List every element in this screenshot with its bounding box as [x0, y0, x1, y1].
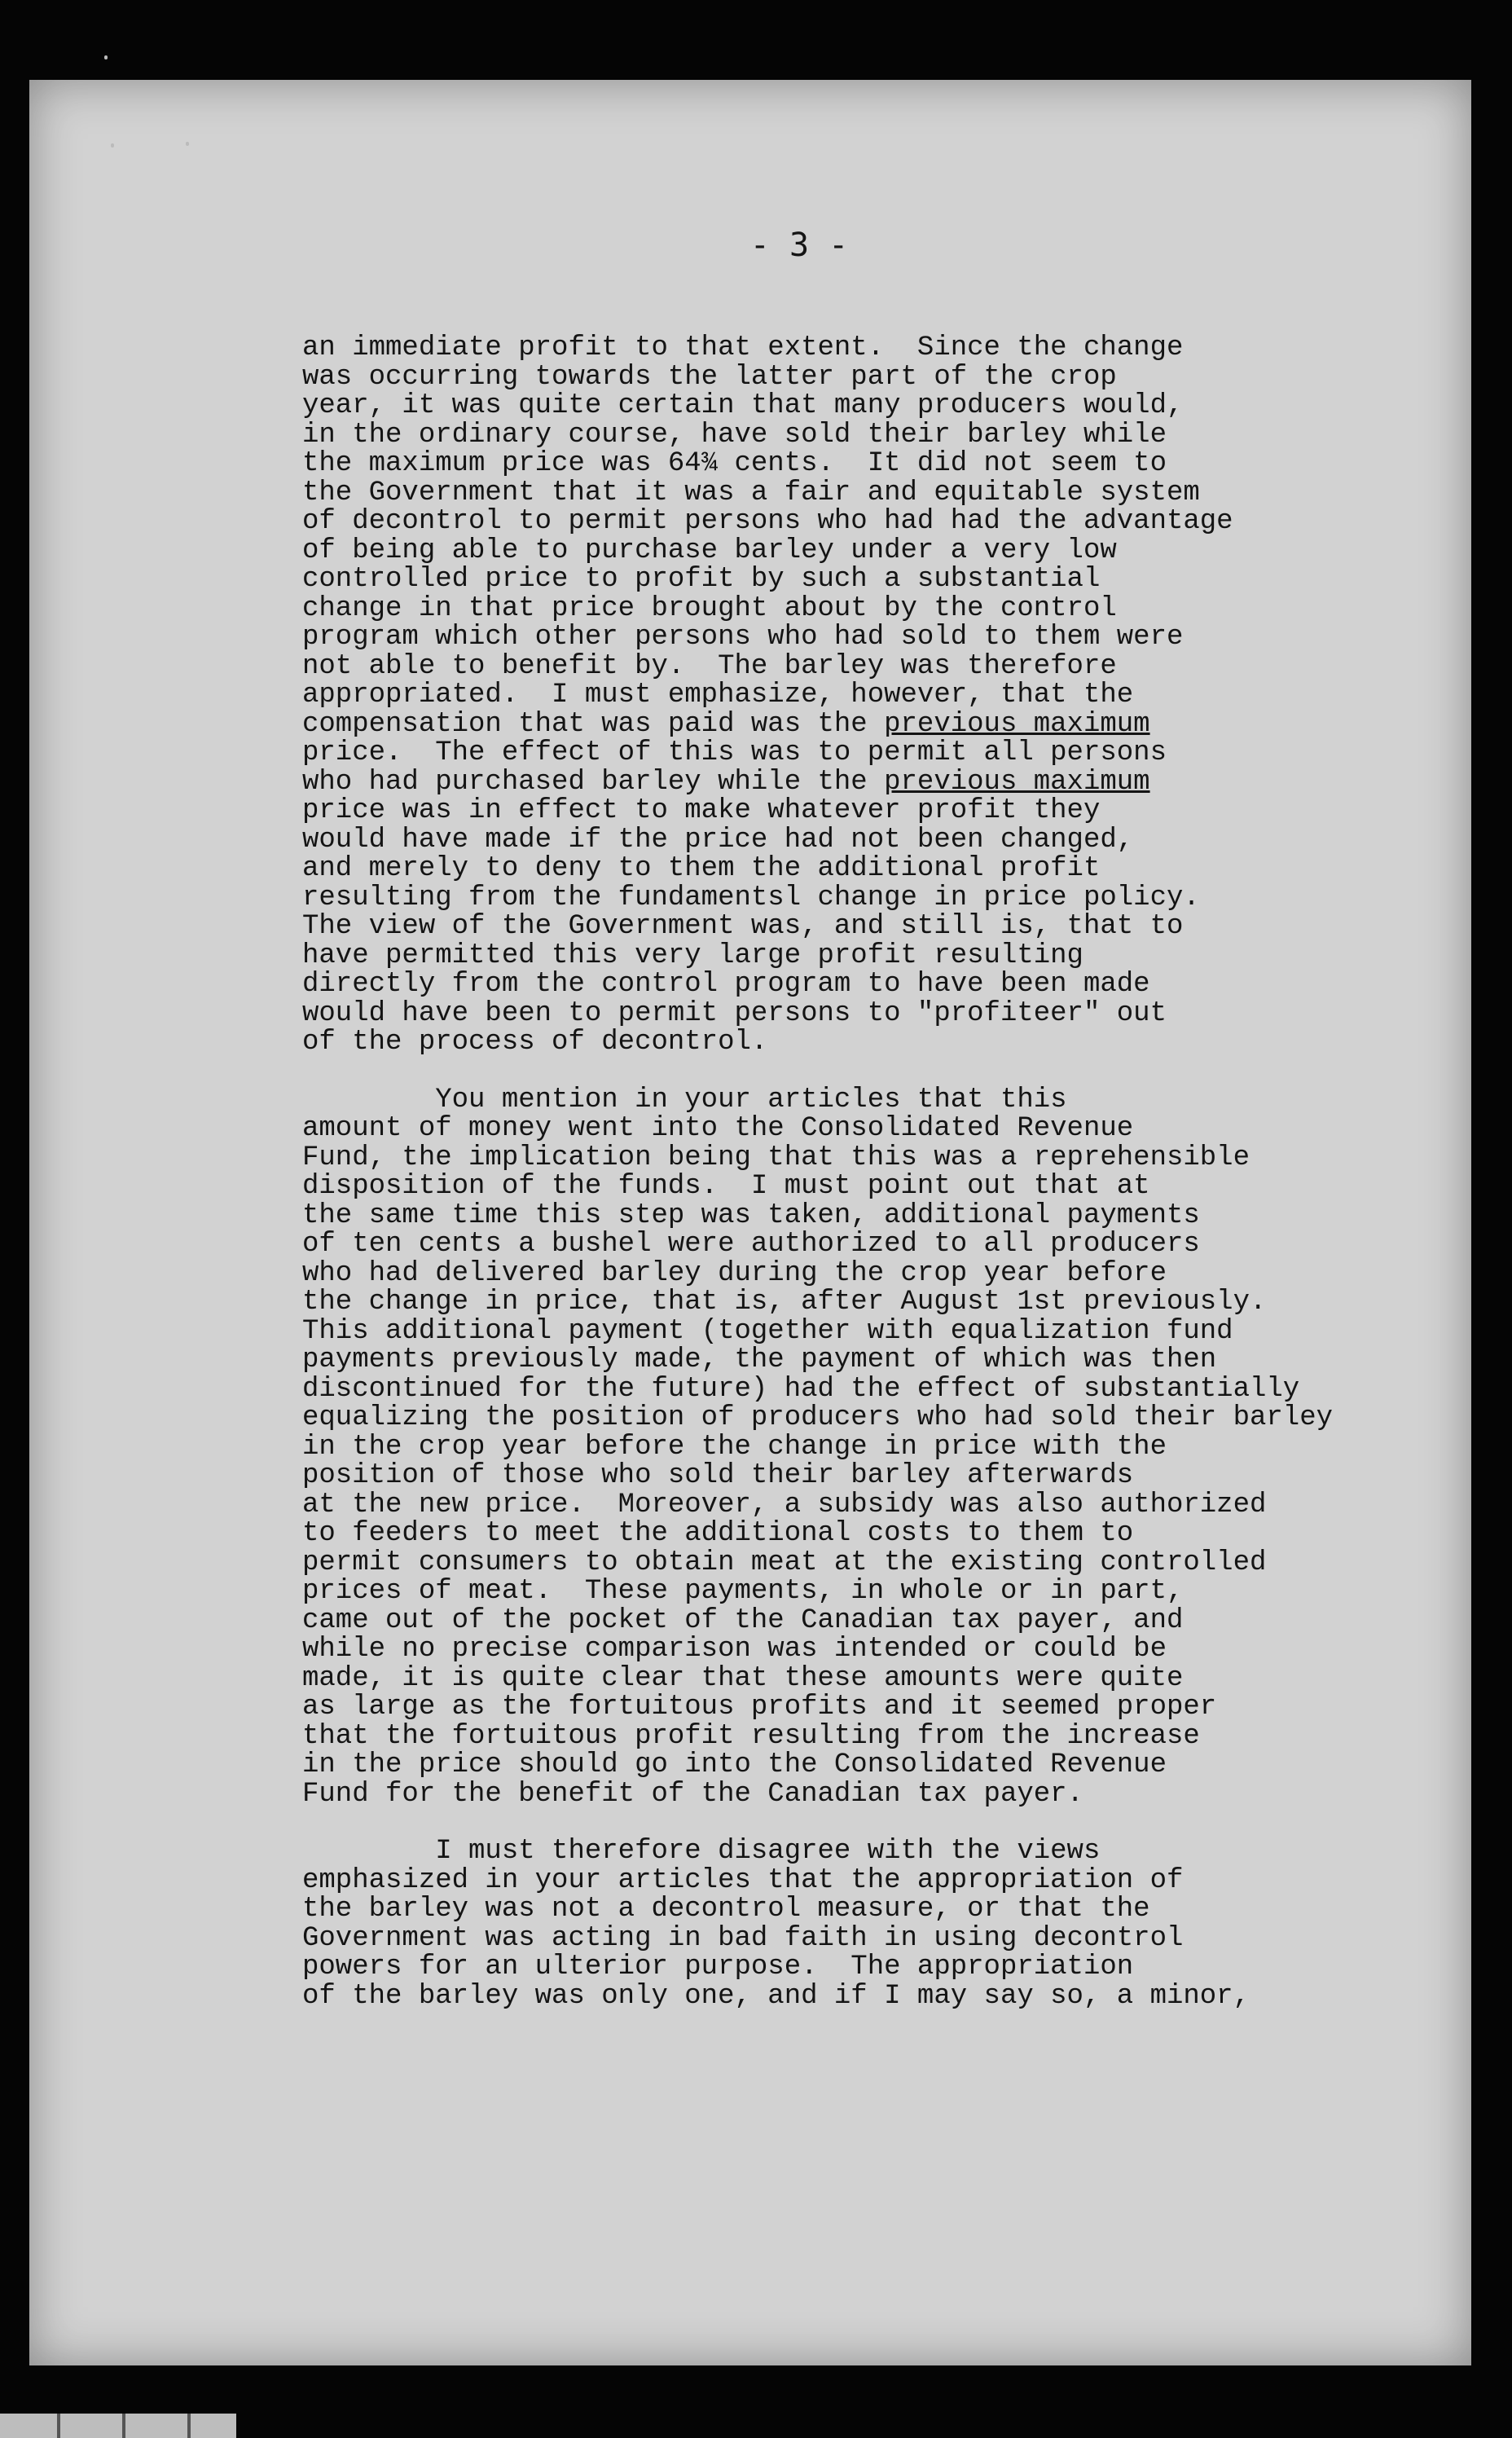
text-line: was occurring towards the latter part of the crop — [302, 361, 1117, 393]
text-line: compensation that was paid was the previous maximum — [302, 708, 1150, 740]
text-line: the Government that it was a fair and equitable system — [302, 477, 1200, 508]
text-line: in the ordinary course, have sold their barley while — [302, 419, 1167, 451]
text-line: Fund, the implication being that this was a reprehensible — [302, 1142, 1250, 1173]
paragraph-gap — [302, 1058, 1459, 1086]
text-line: change in that price brought about by the control — [302, 592, 1117, 624]
text-line: as large as the fortuitous profits and it seemed proper — [302, 1692, 1217, 1723]
text-line: that the fortuitous profit resulting from the increase — [302, 1720, 1200, 1752]
film-edge-tab — [0, 2414, 236, 2438]
letter-body — [302, 334, 1459, 2011]
text-line: to feeders to meet the additional costs to them to — [302, 1518, 1134, 1549]
text-line: an immediate profit to that extent. Since the change — [302, 332, 1184, 363]
text-line: resulting from the fundamentsl change in price policy. — [302, 882, 1200, 913]
text-line: of ten cents a bushel were authorized to all producers — [302, 1229, 1200, 1260]
paragraph — [302, 334, 1459, 1058]
text-line: disposition of the funds. I must point out that at — [302, 1171, 1150, 1202]
text-line: the maximum price was 64¾ cents. It did not seem to — [302, 448, 1167, 479]
text-line: prices of meat. These payments, in whole or in part, — [302, 1576, 1184, 1607]
text-line: directly from the control program to have been made — [302, 969, 1150, 1000]
text-line: who had delivered barley during the crop year before — [302, 1257, 1167, 1289]
paragraphs — [302, 334, 1459, 2011]
film-speck — [111, 143, 114, 147]
text-line: not able to benefit by. The barley was therefore — [302, 650, 1117, 682]
paragraph — [302, 1086, 1459, 1810]
paragraph-gap — [302, 1809, 1459, 1837]
text-line: at the new price. Moreover, a subsidy was also authorized — [302, 1489, 1267, 1520]
text-line: position of those who sold their barley afterwards — [302, 1460, 1134, 1491]
document-page — [29, 80, 1471, 2365]
text-line: the same time this step was taken, additional payments — [302, 1199, 1200, 1231]
text-line: price was in effect to make whatever profit they — [302, 795, 1101, 826]
text-line: in the crop year before the change in price with the — [302, 1431, 1167, 1463]
text-line: of the process of decontrol. — [302, 1027, 768, 1058]
page-number: - 3 - — [749, 227, 849, 264]
text-line: Government was acting in bad faith in using decontrol — [302, 1922, 1184, 1954]
text-line: the barley was not a decontrol measure, or that the — [302, 1894, 1150, 1925]
text-line: of being able to purchase barley under a very low — [302, 535, 1117, 566]
text-line: I must therefore disagree with the views — [302, 1836, 1101, 1867]
text-line: made, it is quite clear that these amounts were quite — [302, 1662, 1184, 1694]
text-line: have permitted this very large profit resulting — [302, 940, 1083, 971]
text-line: program which other persons who had sold to them were — [302, 622, 1184, 653]
text-line: powers for an ulterior purpose. The appropriation — [302, 1952, 1134, 1983]
text-line: This additional payment (together with equalization fund — [302, 1315, 1233, 1347]
film-speck — [186, 142, 189, 146]
text-line: Fund for the benefit of the Canadian tax payer. — [302, 1778, 1083, 1810]
text-line: price. The effect of this was to permit all persons — [302, 737, 1167, 768]
text-line: payments previously made, the payment of which was then — [302, 1344, 1217, 1375]
film-speck — [104, 55, 108, 59]
text-line: You mention in your articles that this — [302, 1084, 1067, 1116]
text-line: would have made if the price had not been changed, — [302, 824, 1134, 856]
text-line: permit consumers to obtain meat at the existing controlled — [302, 1547, 1267, 1578]
text-line: of the barley was only one, and if I may say so, a minor, — [302, 1980, 1250, 2012]
text-line: amount of money went into the Consolidated Revenue — [302, 1113, 1134, 1144]
text-line: The view of the Government was, and still is, that to — [302, 911, 1184, 942]
text-line: in the price should go into the Consolidated Revenue — [302, 1749, 1167, 1780]
underlined-phrase: previous maximum — [884, 766, 1150, 798]
paragraph — [302, 1837, 1459, 2011]
text-line: discontinued for the future) had the effect of substantially — [302, 1373, 1300, 1405]
text-line: who had purchased barley while the previous maximum — [302, 766, 1150, 798]
text-line: the change in price, that is, after August 1st previously. — [302, 1287, 1267, 1318]
text-line: and merely to deny to them the additional profit — [302, 853, 1101, 884]
text-line: equalizing the position of producers who had sold their barley — [302, 1402, 1334, 1433]
text-line: emphasized in your articles that the appropriation of — [302, 1864, 1184, 1896]
text-line: appropriated. I must emphasize, however, that the — [302, 680, 1134, 711]
text-line: of decontrol to permit persons who had had the advantage — [302, 506, 1233, 537]
text-line: year, it was quite certain that many producers would, — [302, 390, 1184, 421]
text-line: would have been to permit persons to "profiteer" out — [302, 997, 1167, 1029]
underlined-phrase: previous maximum — [884, 708, 1150, 740]
text-line: while no precise comparison was intended or could be — [302, 1634, 1167, 1665]
text-line: came out of the pocket of the Canadian tax payer, and — [302, 1604, 1184, 1636]
text-line: controlled price to profit by such a substantial — [302, 564, 1101, 595]
